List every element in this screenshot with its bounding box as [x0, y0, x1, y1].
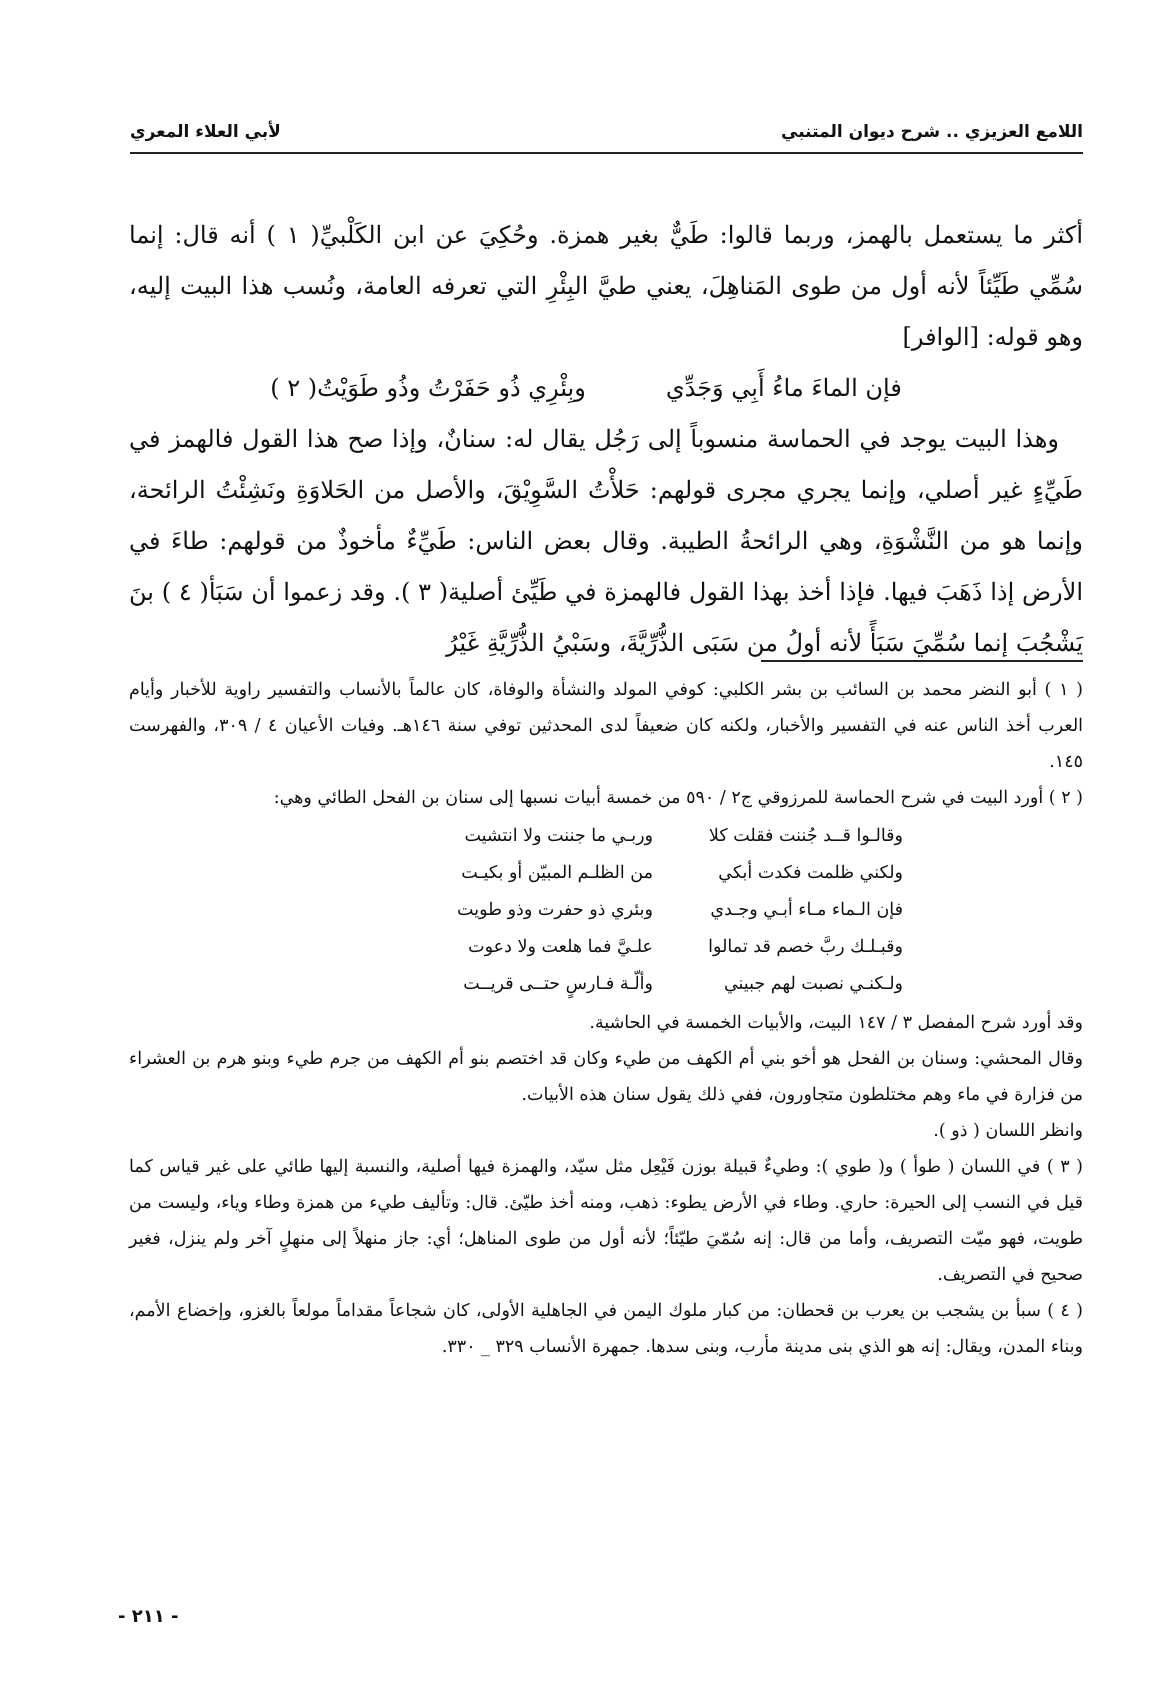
- verse-first-hemistich: فإن الماءَ ماءُ أَبِي وَجَدِّي: [665, 374, 902, 402]
- verse-row: [129, 855, 903, 892]
- header-rule: [130, 152, 1083, 154]
- verse-row-first: ولكني ظلمت فكدت أبكي: [718, 863, 903, 883]
- verse-second-hemistich: وبِئْرِي ذُو حَفَرْتُ وذُو طَوَيْتُ( ٢ ): [270, 374, 586, 402]
- page-number: - ٢١١ -: [118, 1606, 179, 1627]
- poem-verse: [129, 363, 1083, 414]
- verse-row-second: وألّـة فـارسٍ حتــى قريــت: [463, 974, 653, 994]
- footnotes: [129, 672, 1083, 1365]
- footnote-2-note-1: وقد أورد شرح المفصل ٣ / ١٤٧ البيت، والأبيات الخمسة في الحاشية.: [589, 1013, 1083, 1033]
- footnote-verses: [129, 818, 1083, 1003]
- verse-row-first: ولـكنـي نصبت لهم جبيني: [723, 974, 903, 994]
- verse-row-second: وبئري ذو حفرت وذو طويت: [457, 900, 653, 920]
- verse-row-first: وقبـلـك ربَّ خصم قد تمالوا: [708, 937, 903, 957]
- main-text: [129, 210, 1083, 669]
- paragraph-1: أكثر ما يستعمل بالهمز، وربما قالوا: طَيٌّ بغير همزة. وحُكِيَ عن ابن الكَلْبيِّ( ١ ) أنه قال: إنما سُمِّي طَيِّئاً لأنه أول من طوى المَناهِلَ، يعني طيَّ البِئْرِ التي تعرفه العامة، ونُسب هذا البيت إليه، وهو قوله: [الوافر]: [129, 221, 1083, 351]
- footnote-2-note-3: وانظر اللسان ( ذو ).: [933, 1121, 1083, 1141]
- verse-row: [129, 929, 903, 966]
- verse-row-second: وربـي ما جننت ولا انتشيت: [464, 826, 653, 846]
- footnote-2-intro: ( ٢ ) أورد البيت في شرح الحماسة للمرزوقي ج٢ / ٥٩٠ من خمسة أبيات نسبها إلى سنان بن الفحل الطائي وهي:: [273, 788, 1083, 808]
- author-name: لأبي العلاء المعري: [130, 122, 281, 142]
- verse-row: [129, 966, 903, 1003]
- verse-row: [129, 818, 903, 855]
- footnote-3: ( ٣ ) في اللسان ( طوأ ) و( طوي ): وطيءٌ قبيلة بوزن فَيْعِل مثل سيّد، والهمزة فيها أصلية، والنسبة إليها طائي على غير قياس كما قيل في النسب إلى الحيرة: حاري. وطاء في الأرض يطوء: ذهب، ومنه أخذ طيّئ. قال: وتأليف طيء من همزة وطاء وياء، وليست من طويت، فهو ميّت التصريف، وأما من قال: إنه سُمّيَ طيّئاً؛ لأنه أول من طوى المناهل؛ أي: جاز منهلاً إلى منهلٍ آخر ولم ينزل، فغير صحيح في التصريف.: [129, 1157, 1083, 1285]
- footnote-1: ( ١ ) أبو النضر محمد بن السائب بن بشر الكلبي: كوفي المولد والنشأة والوفاة، كان عالماً بالأنساب والتفسير راوية للأخبار وأيام العرب أخذ الناس عنه في التفسير والأخبار، ولكنه كان ضعيفاً لدى المحدثين توفي سنة ١٤٦هـ. وفيات الأعيان ٤ / ٣٠٩، والفهرست ١٤٥.: [129, 680, 1084, 772]
- verse-row-first: وقالـوا قــد جُننت فقلت كلا: [708, 826, 903, 846]
- footnote-4: ( ٤ ) سبأ بن يشجب بن يعرب بن قحطان: من كبار ملوك اليمن في الجاهلية الأولى، كان شجاعاً مقداماً مولعاً بالغزو، وإخضاع الأمم، وبناء المدن، ويقال: إنه هو الذي بنى مدينة مأرب، وبنى سدها. جمهرة الأنساب ٣٢٩ _ ٣٣٠.: [129, 1301, 1083, 1357]
- running-header: [130, 122, 1083, 156]
- book-title: اللامع العزيزي .. شرح ديوان المتنبي: [781, 122, 1083, 142]
- footnote-2-note-2: وقال المحشي: وسنان بن الفحل هو أخو بني أم الكهف من طيء وكان قد اختصم بنو أم الكهف من جرم طيء وبنو هرم بن العشراء من فزارة في ماء وهم مختلطون متجاورون، ففي ذلك يقول سنان هذه الأبيات.: [129, 1049, 1083, 1105]
- verse-row: [129, 892, 903, 929]
- verse-row-second: من الظلـم المبيّن أو بكيـت: [461, 863, 653, 883]
- footnote-separator: [761, 660, 1083, 662]
- paragraph-2: وهذا البيت يوجد في الحماسة منسوباً إلى رَجُل يقال له: سنانٌ، وإذا صح هذا القول فالهمز في طَيِّءٍ غير أصلي، وإنما يجري مجرى قولهم: حَلأْتُ السَّوِيْقَ، والأصل من الحَلاوَةِ ونَشِئْتُ الرائحة، وإنما هو من النَّشْوَةِ، وهي الرائحةُ الطيبة. وقال بعض الناس: طَيِّءٌ مأخوذٌ من قولهم: طاءَ في الأرض إذا ذَهَبَ فيها. فإذا أخذ بهذا القول فالهمزة في طَيِّئ أصلية( ٣ ). وقد زعموا أن سَبَأ( ٤ ) بنَ يَشْجُبَ إنما سُمِّيَ سَبَأً لأنه أولُ من سَبَى الذُّرِّيَّةَ، وسَبْيُ الذُّرِّيَّةِ غَيْرُ: [129, 425, 1083, 657]
- verse-row-first: فإن الـماء مـاء أبـي وجـدي: [710, 900, 903, 920]
- verse-row-second: علـيَّ فما هلعت ولا دعوت: [468, 937, 653, 957]
